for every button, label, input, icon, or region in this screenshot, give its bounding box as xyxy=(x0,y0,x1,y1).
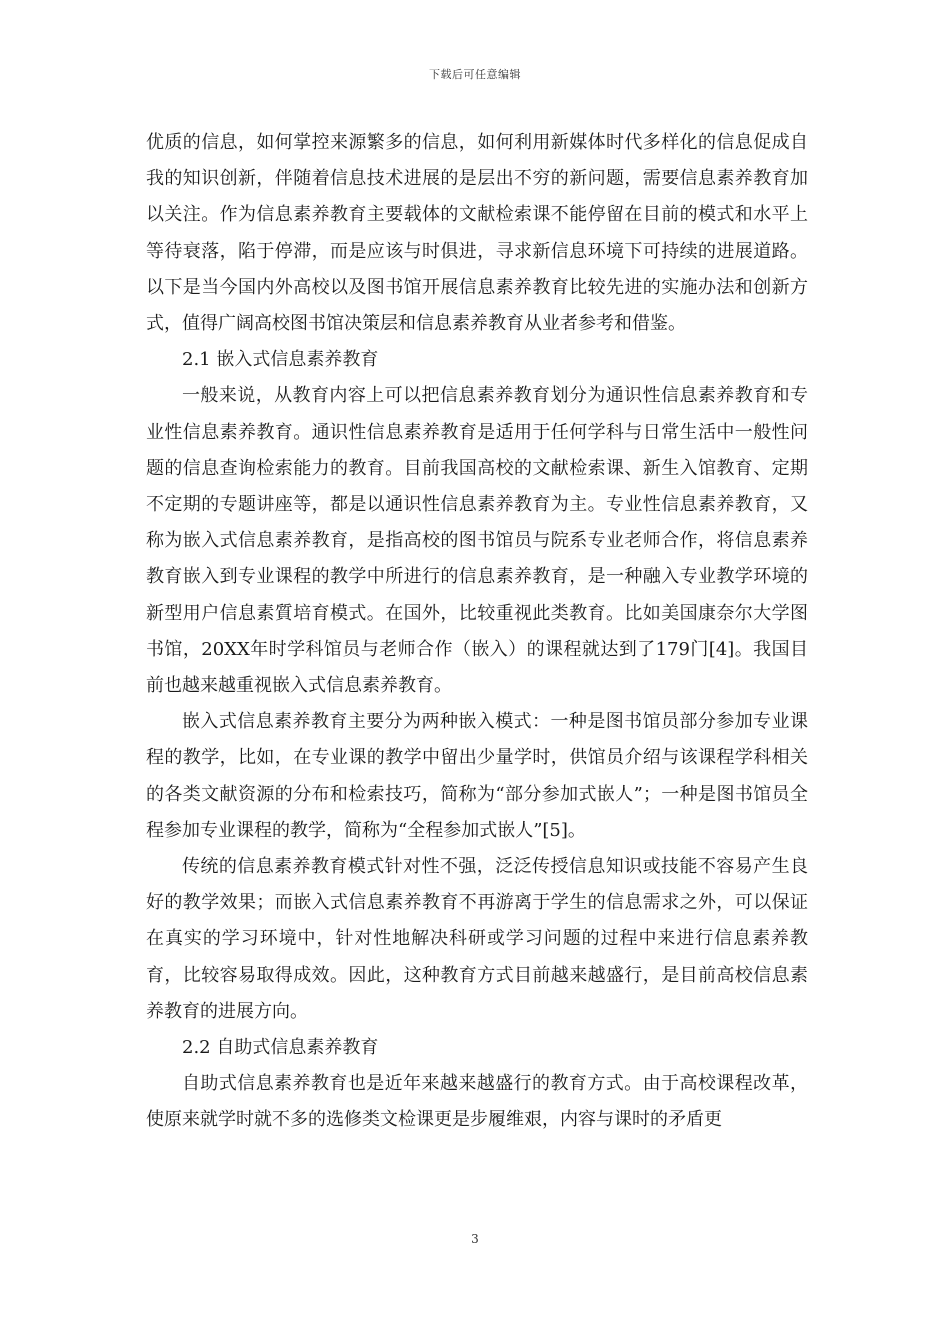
paragraph-embedded-intro: 一般来说，从教育内容上可以把信息素养教育划分为通识性信息素养教育和专业性信息素养教育。通识性信息素养教育是适用于任何学科与日常生活中一般性问题的信息查询检索能力的教育。目前我国高校的文献检索课、新生入馆教育、定期不定期的专题讲座等，都是以通识性信息素养教育为主。专业性信息素养教育，又称为嵌入式信息素养教育，是指高校的图书馆员与院系专业老师合作，将信息素养教育嵌入到专业课程的教学中所进行的信息素养教育，是一种融入专业教学环境的新型用户信息素質培育模式。在国外，比较重视此类教育。比如美国康奈尔大学图书馆，20XX年时学科馆员与老师合作（嵌入）的课程就达到了179门[4]。我国目前也越来越重视嵌入式信息素养教育。 xyxy=(146,385,808,697)
section-heading-2-2: 2.2 自助式信息素养教育 xyxy=(182,1037,379,1059)
paragraph-embedded-advantages: 传统的信息素养教育模式针对性不强，泛泛传授信息知识或技能不容易产生良好的教学效果；而嵌入式信息素养教育不再游离于学生的信息需求之外，可以保证在真实的学习环境中，针对性地解决科研或学习问题的过程中来进行信息素养教育，比较容易取得成效。因此，这种教育方式目前越来越盛行，是目前高校信息素养教育的进展方向。 xyxy=(146,856,808,1022)
paragraph-self-service: 自助式信息素养教育也是近年来越来越盛行的教育方式。由于高校课程改革，使原来就学时就不多的选修类文检课更是步履维艰，内容与课时的矛盾更 xyxy=(146,1073,808,1131)
paragraph-embedded-modes: 嵌入式信息素养教育主要分为两种嵌入模式：一种是图书馆员部分参加专业课程的教学，比如，在专业课的教学中留出少量学时，供馆员介绍与该课程学科相关的各类文献资源的分布和检索技巧，简称为“部分参加式嵌人”；一种是图书馆员全程参加专业课程的教学，简称为“全程参加式嵌人”[5]。 xyxy=(146,711,808,841)
paragraph-continuation: 优质的信息，如何掌控来源繁多的信息，如何利用新媒体时代多样化的信息促成自我的知识创新，伴随着信息技术进展的是层出不穷的新问题，需要信息素养教育加以关注。作为信息素养教育主要载体的文献检索课不能停留在目前的模式和水平上等待衰落，陷于停滞，而是应该与时俱进，寻求新信息环境下可持续的进展道路。以下是当今国内外高校以及图书馆开展信息素养教育比较先进的实施办法和创新方式，值得广阔高校图书馆决策层和信息素养教育从业者参考和借鉴。 xyxy=(146,132,808,335)
section-heading-2-1: 2.1 嵌入式信息素养教育 xyxy=(182,349,379,371)
document-body xyxy=(146,125,808,1139)
page-header: 下载后可任意编辑 xyxy=(429,68,521,81)
page-number: 3 xyxy=(471,1232,479,1246)
